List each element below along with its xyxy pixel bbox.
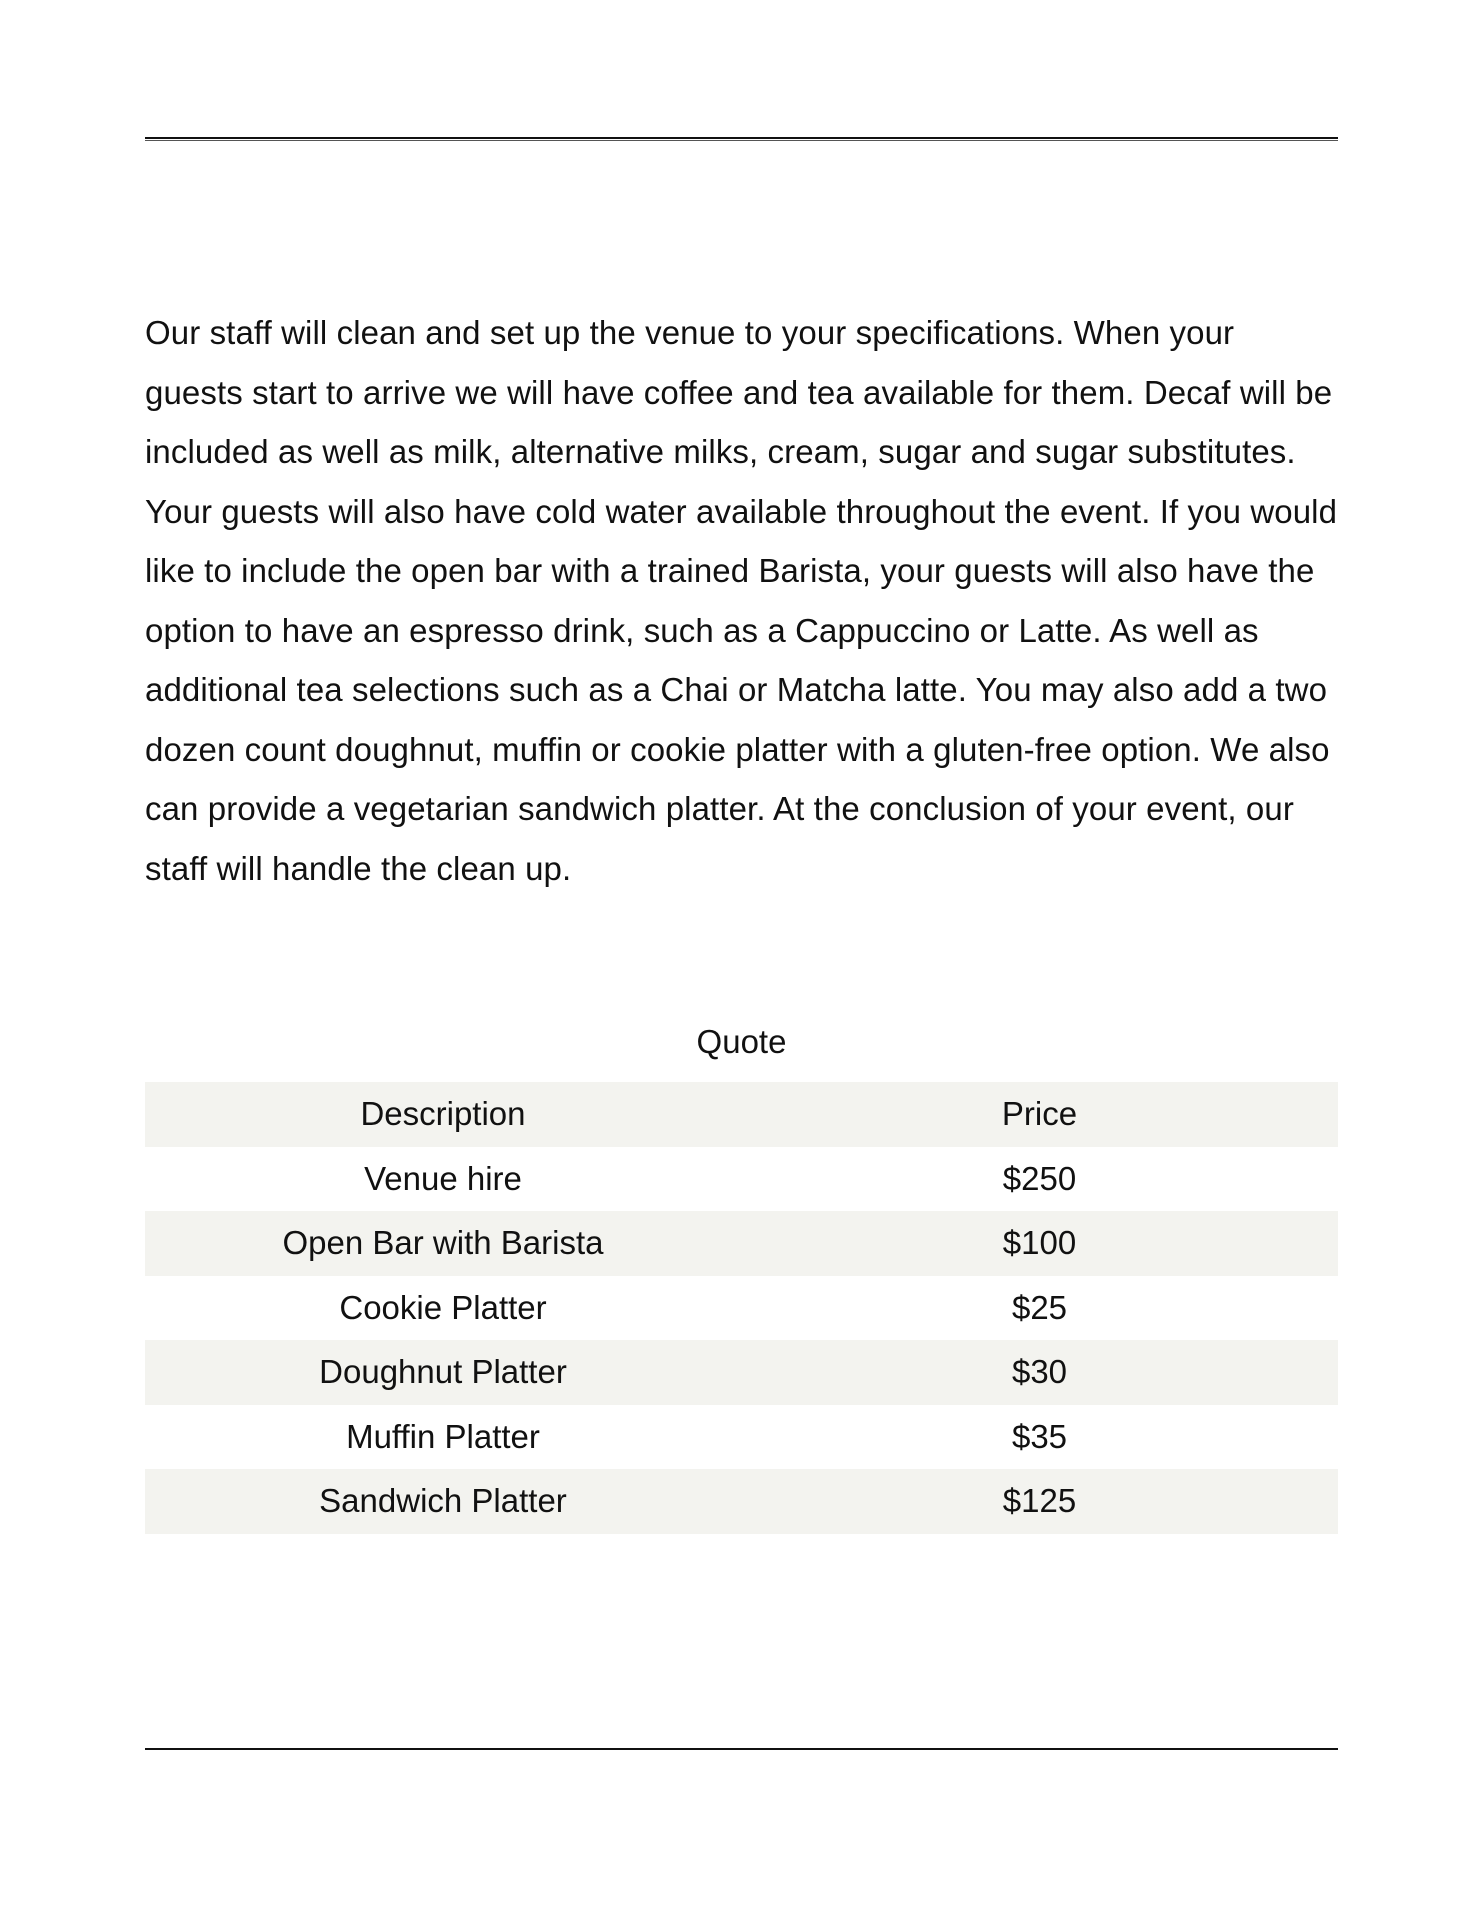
row-description: Muffin Platter [346,1417,540,1455]
row-description: Doughnut Platter [145,1340,741,1405]
row-price: $250 [1002,1159,1077,1197]
table-row [145,1405,1338,1470]
row-price: $25 [1011,1288,1068,1326]
row-description: Open Bar with Barista [145,1211,741,1276]
row-description: Cookie Platter [339,1288,547,1326]
table-row [145,1147,1338,1212]
row-description: Venue hire [364,1159,522,1197]
header-description: Description [145,1082,741,1147]
body-paragraph: Our staff will clean and set up the venue to your specifications. When your guests start to arrive we will have coffee and tea available for them. Decaf will be included as well as milk, alternative milks, cream, sugar and sugar substitutes. Your guests will also have cold water available throughout the event. If you would like to include the open bar with a trained Barista, your guests will also have the option to have an espresso drink, such as a Cappuccino or Latte. As well as additional tea selections such as a Chai or Matcha latte. You may also add a two dozen count doughnut, muffin or cookie platter with a gluten-free option. We also can provide a vegetarian sandwich platter. At the conclusion of your event, our staff will handle the clean up. [145,314,1338,887]
header-price: Price [741,1082,1338,1147]
header-divider [145,137,1338,141]
table-row [145,1211,1338,1276]
quote-title: Quote [696,1023,787,1060]
table-row [145,1276,1338,1341]
row-price: $30 [741,1340,1338,1405]
table-header-row [145,1082,1338,1147]
row-price: $100 [741,1211,1338,1276]
footer-divider [145,1748,1338,1750]
row-price: $125 [741,1469,1338,1534]
table-row [145,1469,1338,1534]
table-row [145,1340,1338,1405]
row-description: Sandwich Platter [145,1469,741,1534]
quote-table [145,1082,1338,1534]
row-price: $35 [1011,1417,1068,1455]
